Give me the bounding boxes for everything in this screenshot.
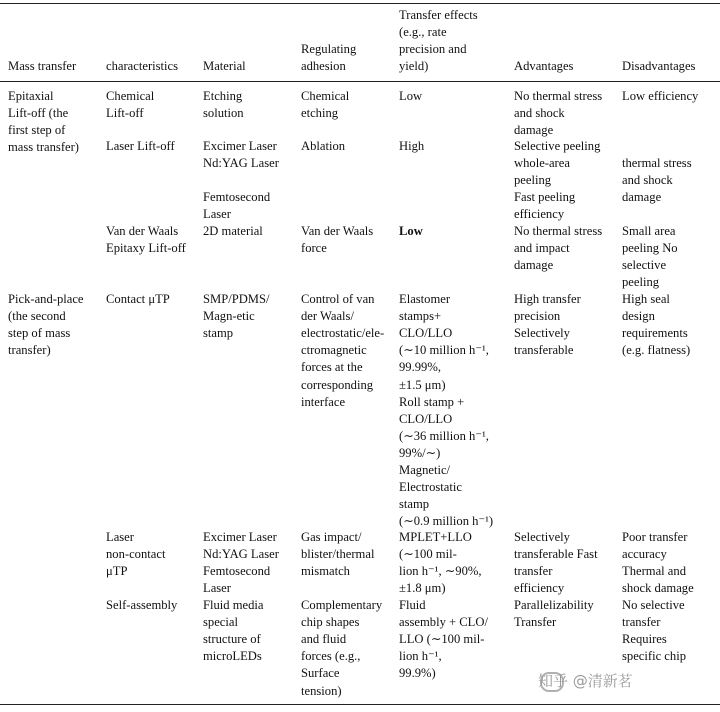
- cell-characteristics: Laser Lift-off: [106, 139, 175, 153]
- cell-transfer-effects: (∼36 million h⁻¹,: [399, 428, 489, 443]
- cell-transfer-effects: 99.99%,: [399, 360, 441, 375]
- cell-advantages: High transfer: [514, 292, 581, 306]
- cell-transfer-effects: lion h⁻¹, ∼90%,: [399, 564, 482, 579]
- cell-material: microLEDs: [203, 649, 262, 664]
- cell-transfer-effects: High: [399, 139, 425, 153]
- cell-disadvantages: transfer: [622, 615, 661, 630]
- cell-regulating-adhesion: blister/thermal: [301, 547, 375, 562]
- cell-regulating-adhesion: corresponding: [301, 377, 374, 392]
- header-regulating-adhesion: Regulating: [301, 41, 357, 56]
- cell-regulating-adhesion: Gas impact/: [301, 530, 362, 544]
- cell-material: Excimer Laser: [203, 139, 277, 153]
- cell-regulating-adhesion: Chemical: [301, 89, 350, 103]
- cell-material: Nd:YAG Laser: [203, 156, 279, 171]
- cell-disadvantages: specific chip: [622, 649, 686, 664]
- cell-advantages: No thermal stress: [514, 224, 603, 238]
- cell-advantages: No thermal stress: [514, 89, 603, 103]
- cell-transfer-effects: CLO/LLO: [399, 326, 453, 341]
- cell-material: Etching: [203, 89, 243, 103]
- cell-regulating-adhesion: etching: [301, 106, 339, 121]
- cell-characteristics: Epitaxy Lift-off: [106, 241, 186, 256]
- header-transfer-effects: yield): [399, 58, 429, 73]
- cell-advantages: whole-area: [514, 156, 570, 171]
- cell-transfer-effects: CLO/LLO: [399, 411, 453, 426]
- cell-advantages: transferable Fast: [514, 547, 598, 562]
- cell-disadvantages: peeling No: [622, 241, 678, 256]
- cell-transfer-effects: Low: [399, 89, 423, 103]
- cell-characteristics: Lift-off: [106, 106, 144, 121]
- cell-material: Femtosecond: [203, 190, 271, 205]
- cell-regulating-adhesion: Surface: [301, 666, 340, 681]
- cell-mass-transfer: Lift-off (the: [8, 106, 69, 121]
- cell-regulating-adhesion: electrostatic/ele-: [301, 326, 385, 341]
- cell-advantages: Selectively: [514, 530, 570, 544]
- cell-transfer-effects: ±1.5 μm): [399, 377, 446, 392]
- cell-advantages: precision: [514, 309, 561, 324]
- cell-material: stamp: [203, 326, 234, 341]
- cell-regulating-adhesion: Complementary: [301, 598, 383, 612]
- cell-advantages: Parallelizability: [514, 598, 594, 612]
- cell-transfer-effects: stamps+: [399, 309, 442, 324]
- cell-transfer-effects: LLO (∼100 mil-: [399, 632, 485, 647]
- cell-disadvantages: design: [622, 309, 655, 324]
- cell-disadvantages: damage: [622, 190, 662, 205]
- cell-advantages: peeling: [514, 173, 552, 188]
- cell-advantages: efficiency: [514, 581, 565, 596]
- table-bottom-rule: [0, 704, 720, 705]
- cell-material: Femtosecond: [203, 564, 271, 579]
- cell-transfer-effects: Magnetic/: [399, 463, 451, 477]
- cell-regulating-adhesion: forces at the: [301, 360, 363, 375]
- cell-transfer-effects: Elastomer: [399, 292, 451, 306]
- cell-regulating-adhesion: Control of van: [301, 292, 375, 306]
- cell-advantages: damage: [514, 258, 554, 273]
- cell-regulating-adhesion: tension): [301, 683, 342, 698]
- cell-characteristics: Chemical: [106, 89, 155, 103]
- cell-material: Fluid media: [203, 598, 264, 612]
- cell-mass-transfer: transfer): [8, 343, 51, 358]
- cell-transfer-effects: 99.9%): [399, 666, 436, 681]
- cell-advantages: Transfer: [514, 615, 557, 630]
- cell-transfer-effects: stamp: [399, 497, 430, 512]
- cell-disadvantages: No selective: [622, 598, 685, 612]
- cell-transfer-effects: assembly + CLO/: [399, 615, 488, 630]
- cell-material: Nd:YAG Laser: [203, 547, 279, 562]
- cell-disadvantages: peeling: [622, 275, 660, 290]
- cell-advantages: Selective peeling: [514, 139, 601, 153]
- cell-regulating-adhesion: Ablation: [301, 139, 346, 153]
- header-bottom-rule: [0, 81, 720, 82]
- cell-mass-transfer: mass transfer): [8, 140, 79, 155]
- cell-regulating-adhesion: and fluid: [301, 632, 347, 647]
- cell-advantages: transfer: [514, 564, 553, 579]
- header-mass-transfer: Mass transfer: [8, 58, 77, 73]
- cell-disadvantages: Low efficiency: [622, 89, 699, 103]
- cell-regulating-adhesion: force: [301, 241, 327, 256]
- cell-material: 2D material: [203, 224, 263, 238]
- cell-material: SMP/PDMS/: [203, 292, 270, 306]
- cell-characteristics: μTP: [106, 564, 128, 579]
- cell-characteristics: Contact μTP: [106, 292, 170, 306]
- cell-mass-transfer: Epitaxial: [8, 89, 54, 103]
- cell-characteristics: Laser: [106, 530, 134, 544]
- cell-transfer-effects: MPLET+LLO: [399, 530, 472, 544]
- cell-disadvantages: High seal: [622, 292, 670, 306]
- cell-transfer-effects: Electrostatic: [399, 480, 462, 495]
- cell-advantages: Fast peeling: [514, 190, 576, 205]
- cell-disadvantages: Small area: [622, 224, 676, 238]
- cell-transfer-effects: 99%/∼): [399, 445, 441, 460]
- header-regulating-adhesion: adhesion: [301, 58, 346, 73]
- cell-disadvantages: selective: [622, 258, 667, 273]
- cell-disadvantages: Poor transfer: [622, 530, 688, 544]
- cell-transfer-effects: ±1.8 μm): [399, 581, 446, 596]
- cell-disadvantages: shock damage: [622, 581, 694, 596]
- cell-material: Magn-etic: [203, 309, 255, 324]
- cell-disadvantages: requirements: [622, 326, 688, 341]
- header-advantages: Advantages: [514, 58, 574, 73]
- header-transfer-effects: precision and: [399, 41, 467, 56]
- cell-advantages: and impact: [514, 241, 570, 256]
- cell-transfer-effects: lion h⁻¹,: [399, 649, 442, 664]
- cell-regulating-adhesion: interface: [301, 394, 346, 409]
- watermark: 知乎 @清新茗: [538, 672, 633, 690]
- cell-regulating-adhesion: forces (e.g.,: [301, 649, 361, 664]
- cell-transfer-effects: Fluid: [399, 598, 426, 612]
- cell-transfer-effects: (∼0.9 million h⁻¹): [399, 514, 494, 529]
- cell-advantages: transferable: [514, 343, 574, 358]
- header-transfer-effects: (e.g., rate: [399, 24, 447, 39]
- header-material: Material: [203, 58, 246, 73]
- cell-regulating-adhesion: Van der Waals: [301, 224, 374, 238]
- cell-regulating-adhesion: chip shapes: [301, 615, 360, 630]
- cell-mass-transfer: step of mass: [8, 326, 71, 341]
- cell-transfer-effects: (∼10 million h⁻¹,: [399, 343, 489, 358]
- cell-transfer-effects: Roll stamp +: [399, 394, 465, 409]
- cell-material: structure of: [203, 632, 261, 647]
- cell-transfer-effects: (∼100 mil-: [399, 547, 457, 562]
- cell-characteristics: non-contact: [106, 547, 166, 562]
- cell-material: Excimer Laser: [203, 530, 277, 544]
- cell-regulating-adhesion: mismatch: [301, 564, 350, 579]
- cell-regulating-adhesion: ctromagnetic: [301, 343, 367, 358]
- cell-mass-transfer: first step of: [8, 123, 66, 138]
- cell-material: solution: [203, 106, 244, 121]
- header-transfer-effects: Transfer effects: [399, 7, 478, 22]
- cell-material: special: [203, 615, 238, 630]
- cell-regulating-adhesion: der Waals/: [301, 309, 354, 324]
- cell-advantages: efficiency: [514, 207, 565, 222]
- cell-disadvantages: and shock: [622, 173, 673, 188]
- cell-material: Laser: [203, 581, 231, 596]
- cell-disadvantages: (e.g. flatness): [622, 343, 691, 358]
- header-disadvantages: Disadvantages: [622, 58, 696, 73]
- cell-advantages: damage: [514, 123, 554, 138]
- cell-advantages: and shock: [514, 106, 565, 121]
- table-top-rule: [0, 3, 720, 4]
- cell-disadvantages: Requires: [622, 632, 667, 647]
- cell-material: Laser: [203, 207, 231, 222]
- cell-characteristics: Self-assembly: [106, 598, 178, 612]
- cell-advantages: Selectively: [514, 326, 570, 341]
- cell-disadvantages: Thermal and: [622, 564, 686, 579]
- cell-disadvantages: thermal stress: [622, 156, 692, 171]
- cell-characteristics: Van der Waals: [106, 224, 179, 238]
- cell-disadvantages: accuracy: [622, 547, 667, 562]
- cell-mass-transfer: (the second: [8, 309, 66, 324]
- cell-transfer-effects: Low: [399, 224, 423, 238]
- cell-mass-transfer: Pick-and-place: [8, 292, 84, 306]
- header-characteristics: characteristics: [106, 58, 179, 73]
